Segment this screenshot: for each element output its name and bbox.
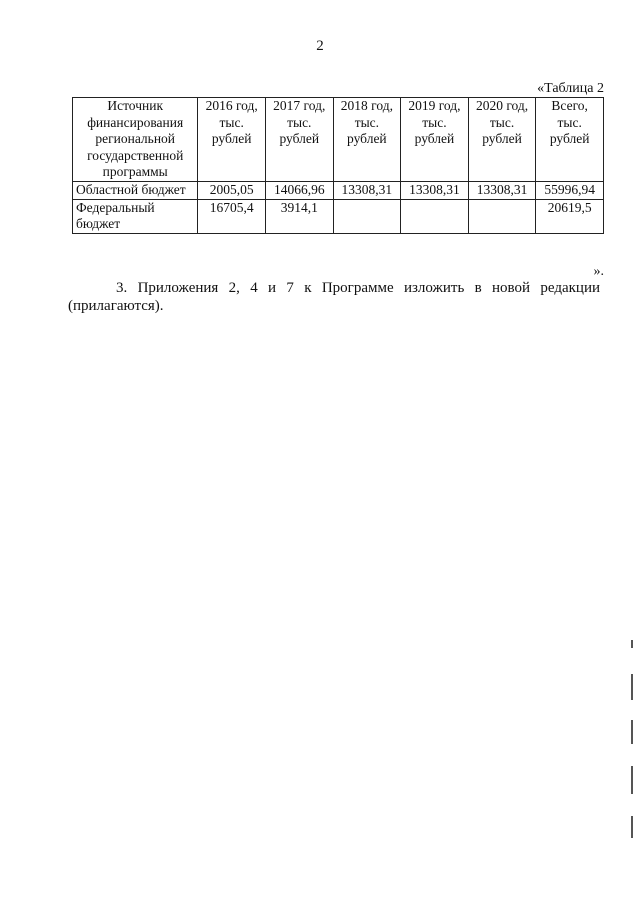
scan-mark: [631, 640, 633, 648]
scan-margin-marks: [629, 640, 635, 880]
header-2019: 2019 год, тыс. рублей: [401, 98, 469, 182]
scan-mark: [631, 720, 633, 744]
table-row: [73, 181, 604, 199]
cell-2017: 3914,1: [265, 199, 333, 233]
header-source: Источник финансирования региональной государственной программы: [73, 98, 198, 182]
financing-table: [72, 97, 604, 234]
page-number: 2: [316, 38, 324, 54]
header-total: Всего, тыс. рублей: [536, 98, 604, 182]
header-2018: 2018 год, тыс. рублей: [333, 98, 401, 182]
row-source: Областной бюджет: [73, 181, 198, 199]
cell-2020: [468, 199, 536, 233]
cell-2016: 2005,05: [198, 181, 266, 199]
scan-mark: [631, 674, 633, 700]
cell-2016: 16705,4: [198, 199, 266, 233]
cell-total: 20619,5: [536, 199, 604, 233]
row-source: Федеральный бюджет: [73, 199, 198, 233]
header-2020: 2020 год, тыс. рублей: [468, 98, 536, 182]
scan-mark: [631, 816, 633, 838]
header-2016: 2016 год, тыс. рублей: [198, 98, 266, 182]
cell-2020: 13308,31: [468, 181, 536, 199]
cell-total: 55996,94: [536, 181, 604, 199]
cell-2018: 13308,31: [333, 181, 401, 199]
table-caption: «Таблица 2: [537, 81, 604, 96]
cell-2018: [333, 199, 401, 233]
header-2017: 2017 год, тыс. рублей: [265, 98, 333, 182]
cell-2017: 14066,96: [265, 181, 333, 199]
scan-mark: [631, 766, 633, 794]
body-paragraph: 3. Приложения 2, 4 и 7 к Программе изложить в новой редакции (прилагаются).: [68, 280, 600, 314]
table-row: [73, 199, 604, 233]
cell-2019: 13308,31: [401, 181, 469, 199]
cell-2019: [401, 199, 469, 233]
table-closing-quote: ».: [593, 264, 604, 279]
table-header-row: [73, 98, 604, 182]
